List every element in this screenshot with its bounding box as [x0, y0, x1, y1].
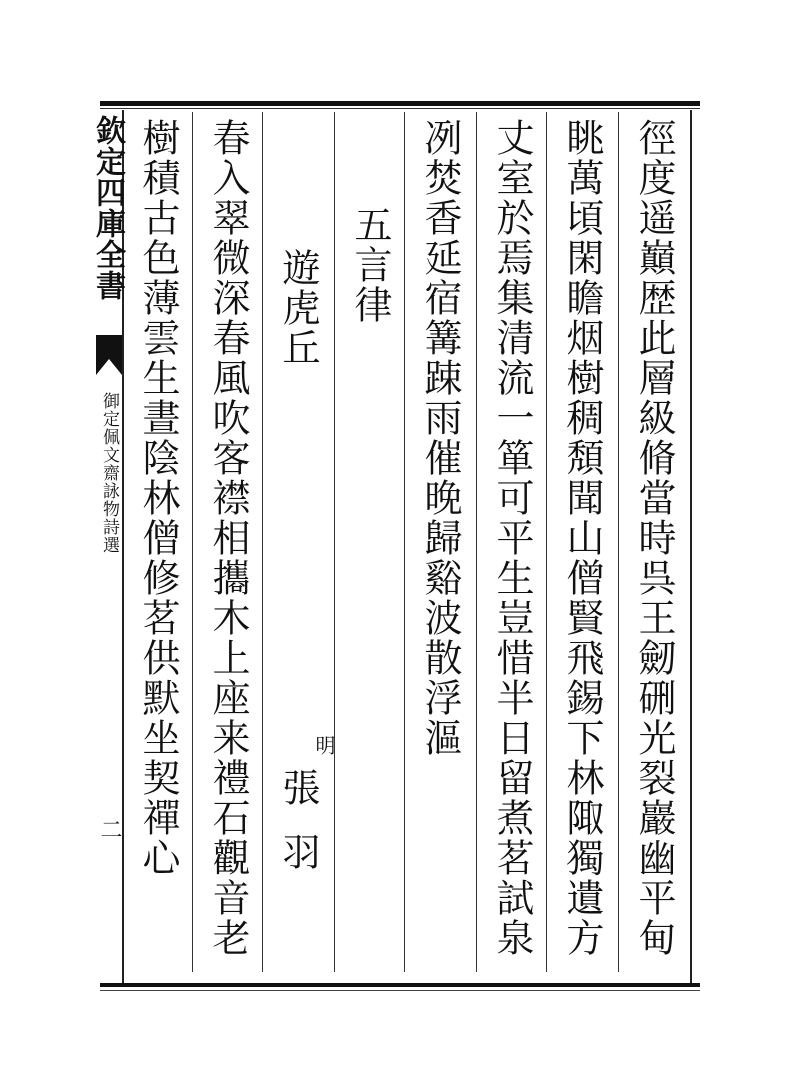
- margin-book-title: 欽定四庫全書: [90, 115, 125, 301]
- text-column-6: 樹積古色薄雲生晝陰林僧修茗供默坐契禪心: [136, 118, 180, 878]
- poet-dynasty: 明: [312, 735, 336, 757]
- column-divider: [618, 112, 619, 972]
- margin-sub-title: 御定佩文齋詠物詩選: [99, 392, 119, 554]
- margin-page-number: 二: [97, 818, 122, 840]
- bottom-border-rule: [100, 983, 700, 987]
- column-divider: [262, 112, 263, 972]
- poem-title: 遊虎丘: [276, 248, 320, 368]
- fish-tail-mark-icon: [96, 335, 122, 375]
- text-column-1: 徑度遥巔歴此層級脩當時呉王劒硎光裂巖幽平甸: [632, 118, 676, 958]
- text-column-4: 冽焚香延宿篝踈雨催晚歸谿波散浮漚: [418, 118, 462, 758]
- poet-name: 張羽: [276, 768, 320, 896]
- text-column-3: 丈室於焉集清流一箪可平生豈惜半日留煮茗試泉: [490, 118, 534, 958]
- bottom-border-thin-rule: [100, 990, 700, 991]
- top-border-thin-rule: [100, 108, 700, 109]
- top-border-rule: [100, 101, 700, 106]
- right-frame-line: [690, 110, 692, 983]
- text-column-2: 眺萬頃閑瞻烟樹稠頽聞山僧賢飛錫下林陬獨遺方: [560, 118, 604, 958]
- text-column-5: 春入翠微深春風吹客襟相攜木上座来禮石觀音老: [206, 118, 250, 958]
- column-divider: [476, 112, 477, 972]
- column-divider: [334, 112, 335, 972]
- column-divider: [404, 112, 405, 972]
- column-divider: [192, 112, 193, 972]
- section-heading: 五言律: [348, 205, 392, 325]
- column-divider: [546, 112, 547, 972]
